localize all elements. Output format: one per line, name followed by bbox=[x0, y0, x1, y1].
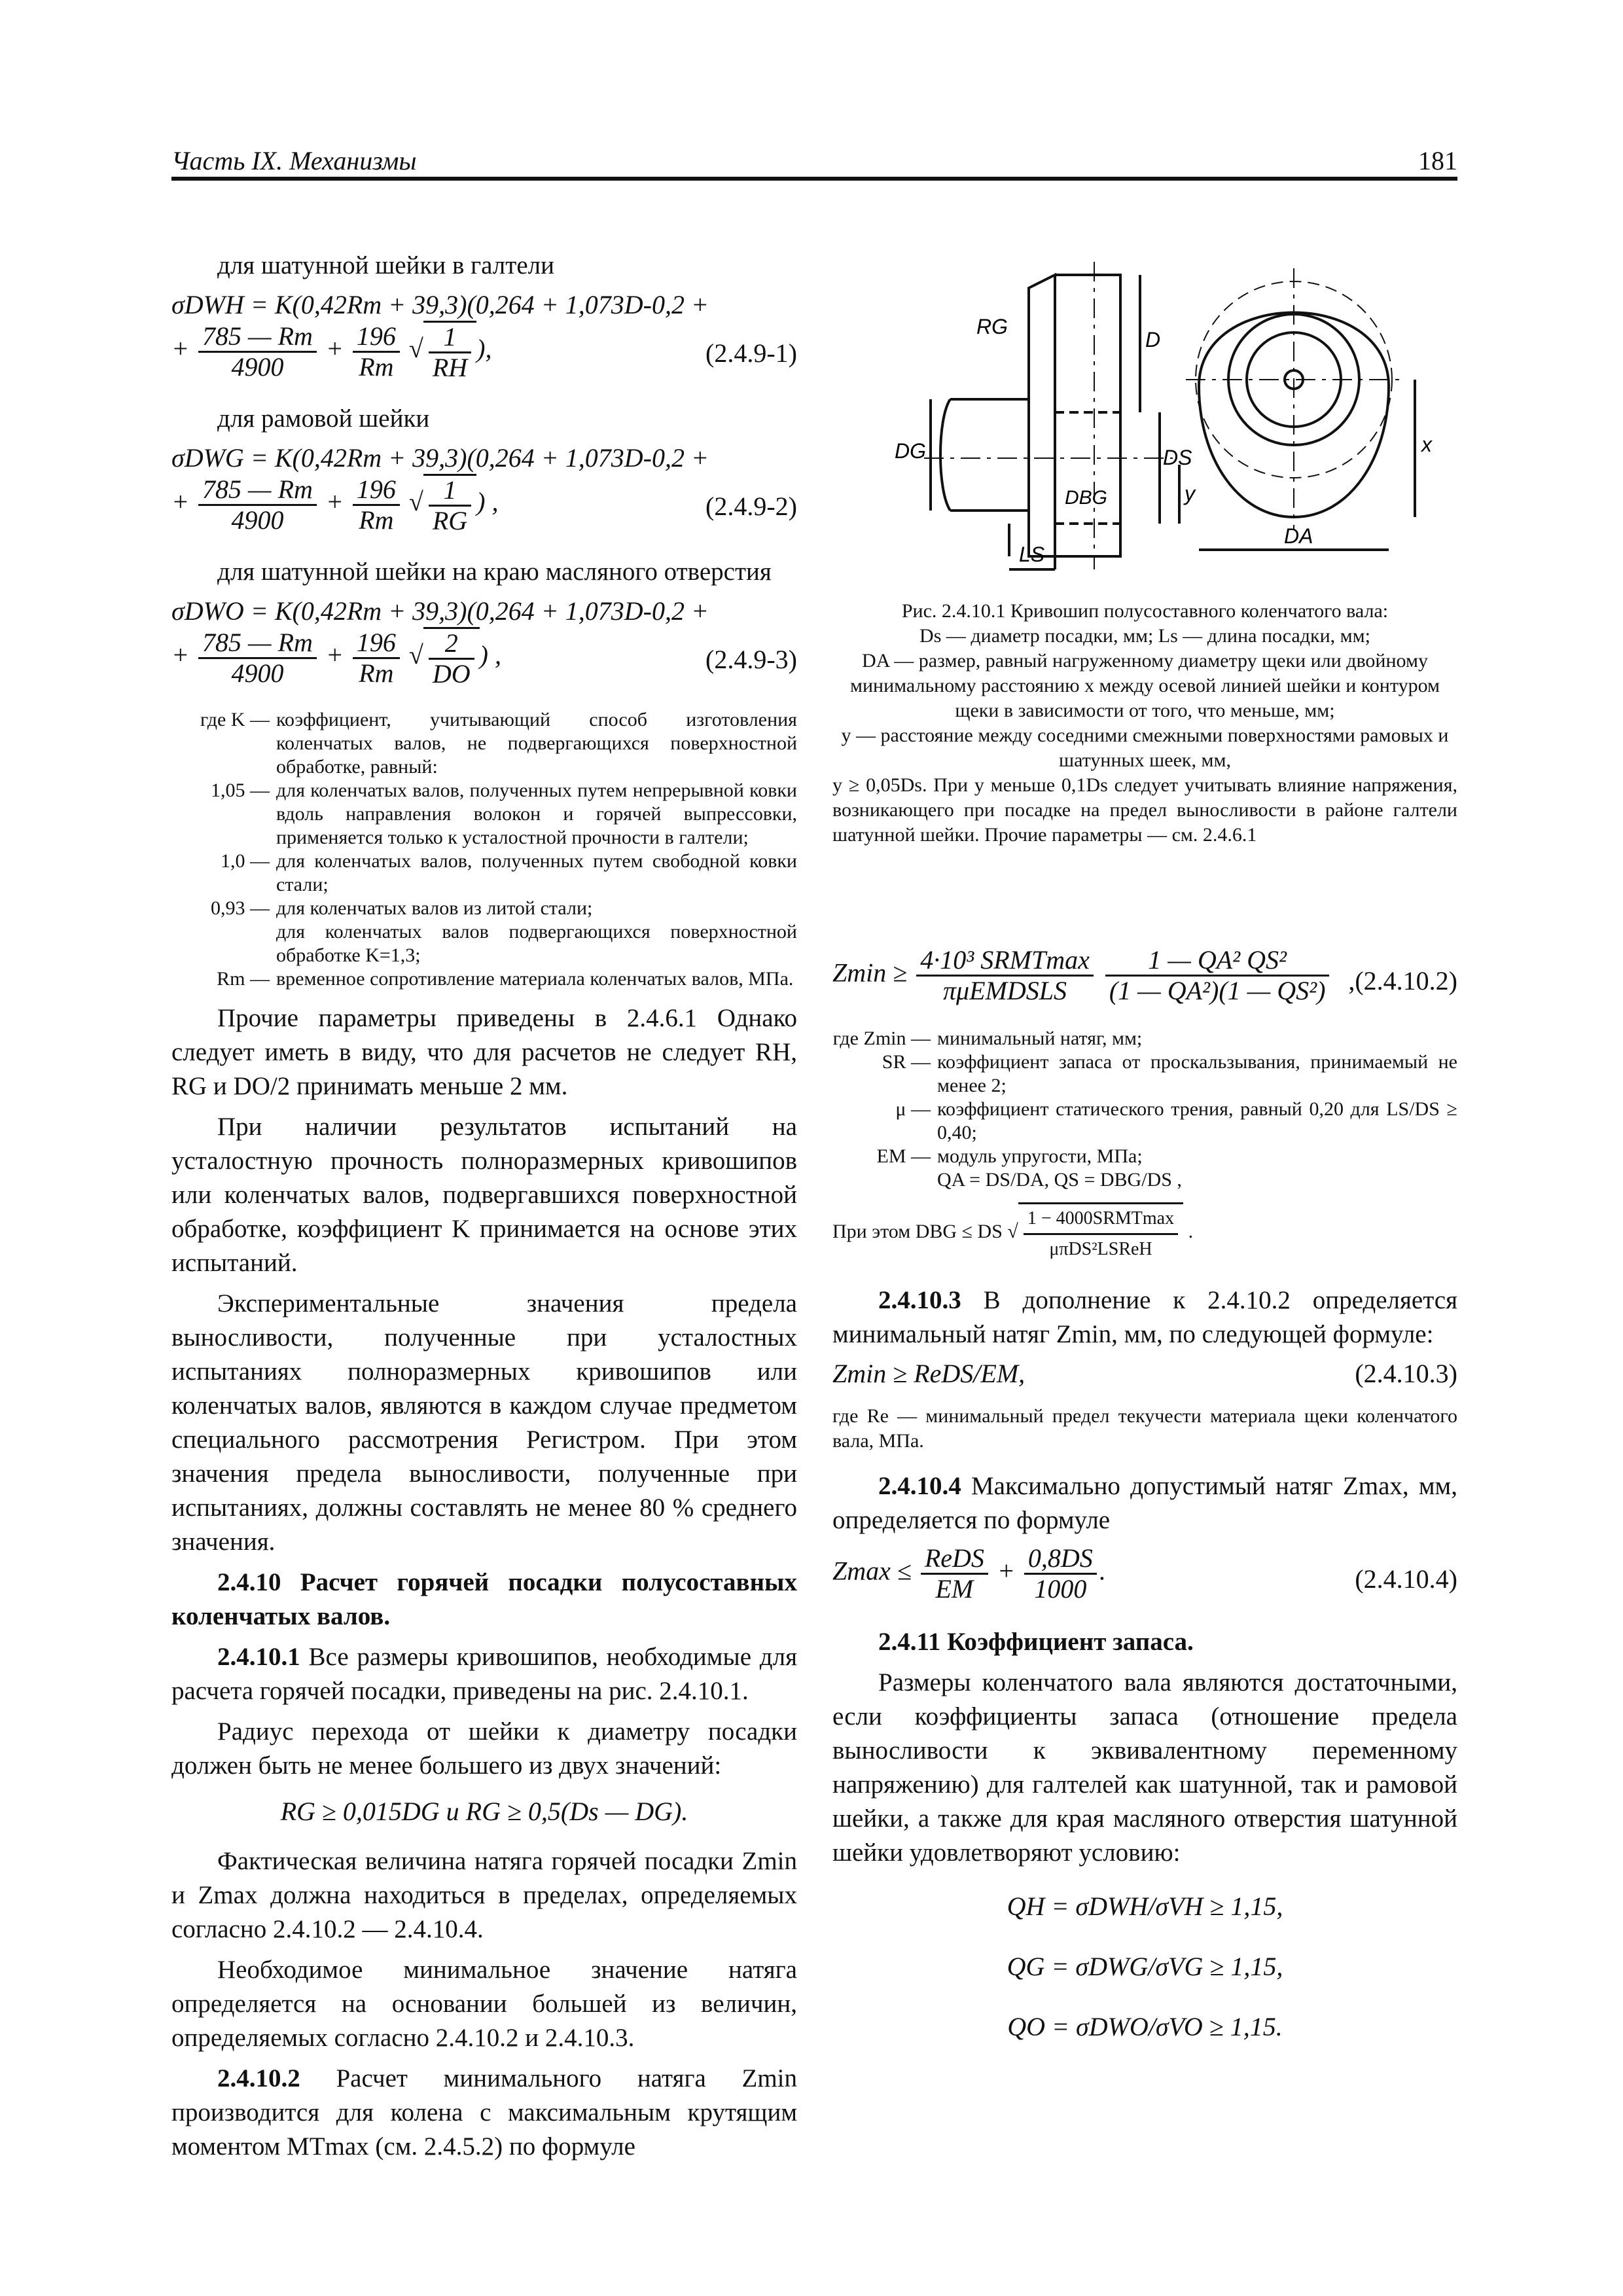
label-main-journal: для рамовой шейки bbox=[217, 404, 430, 433]
eq2-frac-c: $\frac{1}{RG}$ bbox=[429, 476, 471, 535]
eq7-frac-2: $\frac{0,8DS}{1000}$ bbox=[1024, 1544, 1097, 1604]
eq5-number: ,(2.4.10.2) bbox=[1348, 966, 1457, 996]
paragraph-2-4-10-3: 2.4.10.3 В дополнение к 2.4.10.2 определяется минимальный натяг Zmin, мм, по следующей формуле: bbox=[832, 1286, 1458, 1348]
legend-re: где Re — минимальный предел текучести материала щеки коленчатого вала, МПа. bbox=[832, 1405, 1457, 1452]
caption-line: Ds — диаметр посадки, мм; Ls — длина посадки, мм; bbox=[919, 625, 1370, 647]
eq3-line1: σDWO = K(0,42Rm + 39,3)(0,264 + 1,073D-0,2 + bbox=[171, 596, 709, 626]
fig-label-ds: DS bbox=[1163, 446, 1192, 469]
paragraph-experimental: Экспериментальные значения предела выносливости, полученные при усталостных испытаниях полноразмерных кривошипов или коленчатых валов, являются в каждом случае предметом специального рассмотрения Регистром. При этом значения предела выносливости, полученные при испытаниях, должны составлять не менее 80 % среднего значения. bbox=[171, 1289, 797, 1556]
equation-2-4-9-2: σDWG = K(0,42Rm + 39,3)(0,264 + 1,073D-0,2 + + $\frac{785 — Rm}{4900}$ + $\frac{196}{Rm}$ √ $\frac{1}{RG}$ ) , (2.4.9-2) bbox=[171, 443, 797, 535]
fig-label-dg: DG bbox=[895, 439, 926, 463]
fig-label-dbg: DBG bbox=[1065, 487, 1108, 509]
running-title: Часть IX. Механизмы bbox=[171, 146, 417, 175]
legend-row: 1,05 — для коленчатых валов, полученных путем непрерывной ковки вдоль направления волокон и горячей выпрессовки, применяется только к усталостной прочности в галтели; bbox=[211, 780, 797, 848]
legend-row: где Zmin — минимальный натяг, мм; bbox=[832, 1028, 1143, 1049]
equation-qg: QG = σDWG/σVG ≥ 1,15, bbox=[1007, 1952, 1283, 1981]
cond-frac: $\frac{\text{1 − 4000SRMTmax}}{\text{μπDS²LSReH}}$ bbox=[1024, 1204, 1178, 1264]
legend-row: где K — коэффициент, учитывающий способ изготовления коленчатых валов, не подвергающихся поверхностной обработке, равный: bbox=[200, 709, 797, 778]
caption-line: y ≥ 0,05Ds. При y меньше 0,1Ds следует учитывать влияние напряжения, возникающего при посадке на предел выносливости в районе галтели шатунной шейки. Прочие параметры — см. 2.4.6.1 bbox=[832, 774, 1457, 846]
legend-row: для коленчатых валов подвергающихся поверхностной обработке K=1,3; bbox=[276, 921, 797, 966]
legend-zmin bbox=[832, 1027, 1457, 1192]
legend-row: Rm — временное сопротивление материала коленчатых валов, МПа. bbox=[217, 968, 794, 990]
caption-title: Рис. 2.4.10.1 Кривошип полусоставного коленчатого вала: bbox=[901, 600, 1389, 622]
fig-label-d: D bbox=[1145, 328, 1161, 351]
right-column bbox=[832, 249, 1457, 2044]
eq7-number: (2.4.10.4) bbox=[1355, 1564, 1457, 1594]
equation-2-4-9-3: σDWO = K(0,42Rm + 39,3)(0,264 + 1,073D-0,2 + + $\frac{785 — Rm}{4900}$ + $\frac{196}{Rm}$ √ $\frac{2}{DO}$ ) , (2.4.9-3) bbox=[171, 596, 797, 689]
fig-label-rg: RG bbox=[976, 315, 1008, 338]
equation-2-4-10-2: Zmin ≥ $\frac{\text{4·10³ SRMTmax}}{\text{πμEMDSLS}}$ $\frac{\text{1 — QA² QS²}}{\text{(1 — QA²)(1 — QS²)}}$ ,(2.4.10.2) bbox=[832, 945, 1457, 1005]
paragraph-2-4-10-4: 2.4.10.4 Максимально допустимый натяг Zmax, мм, определяется по формуле bbox=[832, 1472, 1457, 1534]
equation-qh: QH = σDWH/σVH ≥ 1,15, bbox=[1007, 1892, 1283, 1921]
figure-crank-drawing bbox=[832, 249, 1457, 583]
eq3-frac-c: $\frac{2}{DO}$ bbox=[429, 629, 474, 689]
eq1-number: (2.4.9-1) bbox=[705, 338, 797, 368]
heading-2-4-10: 2.4.10 Расчет горячей посадки полусоставных коленчатых валов. bbox=[171, 1568, 797, 1630]
paragraph-safety-factor: Размеры коленчатого вала являются достаточными, если коэффициенты запаса (отношение предела выносливости к эквивалентному переменному напряжению) для галтелей как шатунной, так и рамовой шейки, а также для края масляного отверстия шатунной шейки удовлетворяют условию: bbox=[832, 1668, 1457, 1867]
fig-label-ls: LS bbox=[1019, 543, 1045, 566]
label-oil-hole: для шатунной шейки на краю масляного отверстия bbox=[217, 558, 772, 586]
eq1-frac-b: $\frac{196}{Rm}$ bbox=[353, 322, 400, 382]
caption-line: y — расстояние между соседними смежными поверхностями рамовых и шатунных шеек, мм, bbox=[841, 725, 1449, 771]
legend-row: 0,93 — для коленчатых валов из литой стали; bbox=[211, 897, 593, 919]
eq1-line1: σDWH = K(0,42Rm + 39,3)(0,264 + 1,073D-0,2 + bbox=[171, 290, 709, 319]
legend-row: μ — коэффициент статического трения, равный 0,20 для LS/DS ≥ 0,40; bbox=[895, 1098, 1457, 1143]
fig-label-y: y bbox=[1185, 482, 1195, 505]
heading-2-4-11: 2.4.11 Коэффициент запаса. bbox=[878, 1628, 1194, 1656]
eq5-frac-1: $\frac{\text{4·10³ SRMTmax}}{\text{πμEMDSLS}}$ bbox=[916, 946, 1094, 1005]
paragraph-radius: Радиус перехода от шейки к диаметру посадки должен быть не менее большего из двух значений: bbox=[171, 1717, 797, 1780]
equation-qo: QO = σDWO/σVO ≥ 1,15. bbox=[1007, 2012, 1283, 2041]
paragraph-min-interference: Необходимое минимальное значение натяга определяется на основании большей из величин, определяемых согласно 2.4.10.2 и 2.4.10.3. bbox=[171, 1956, 797, 2052]
legend-k bbox=[171, 708, 797, 991]
fig-label-da: DA bbox=[1284, 524, 1313, 548]
eq7-frac-1: $\frac{\text{ReDS}}{EM}$ bbox=[921, 1544, 988, 1604]
equation-radius: RG ≥ 0,015DG и RG ≥ 0,5(Ds — DG). bbox=[280, 1797, 688, 1826]
condition-dbg: При этом DBG ≤ DS √ $\frac{\text{1 − 4000SRMTmax}}{\text{μπDS²LSReH}}$ . bbox=[832, 1202, 1457, 1264]
legend-row: 1,0 — для коленчатых валов, полученных путем свободной ковки стали; bbox=[221, 850, 797, 895]
eq2-number: (2.4.9-2) bbox=[705, 492, 797, 521]
equation-2-4-9-1: σDWH = K(0,42Rm + 39,3)(0,264 + 1,073D-0,2 + + $\frac{785 — Rm}{4900}$ + $\frac{196}{Rm}$ √ $\frac{1}{RH}$ ), (2.4.9-1) bbox=[171, 290, 797, 382]
eq5-frac-2: $\frac{\text{1 — QA² QS²}}{\text{(1 — QA²)(1 — QS²)}}$ bbox=[1105, 946, 1330, 1005]
legend-row: EM — модуль упругости, МПа; bbox=[876, 1145, 1143, 1167]
paragraph-other-params: Прочие параметры приведены в 2.4.6.1 Однако следует иметь в виду, что для расчетов не следует RH, RG и DO/2 принимать меньше 2 мм. bbox=[171, 1004, 797, 1100]
eq2-line1: σDWG = K(0,42Rm + 39,3)(0,264 + 1,073D-0,2 + bbox=[171, 443, 709, 473]
page-number: 181 bbox=[1418, 146, 1457, 175]
paragraph-2-4-10-1: 2.4.10.1 Все размеры кривошипов, необходимые для расчета горячей посадки, приведены на рис. 2.4.10.1. bbox=[171, 1643, 798, 1705]
left-column bbox=[171, 249, 797, 2170]
figure-caption bbox=[832, 599, 1457, 848]
paragraph-interference: Фактическая величина натяга горячей посадки Zmin и Zmax должна находиться в пределах, определяемых согласно 2.4.10.2 — 2.4.10.4. bbox=[171, 1847, 797, 1943]
eq3-number: (2.4.9-3) bbox=[705, 645, 797, 674]
legend-row: QA = DS/DA, QS = DBG/DS , bbox=[937, 1169, 1182, 1191]
legend-row: SR — коэффициент запаса от проскальзывания, принимаемый не менее 2; bbox=[882, 1051, 1457, 1096]
header-rule bbox=[171, 177, 1457, 181]
eq6-number: (2.4.10.3) bbox=[1355, 1359, 1457, 1388]
fig-label-x: x bbox=[1421, 433, 1432, 456]
equation-2-4-10-3: Zmin ≥ ReDS/EM, (2.4.10.3) bbox=[832, 1359, 1457, 1388]
paragraph-test-results: При наличии результатов испытаний на усталостную прочность полноразмерных кривошипов или коленчатых валов, подвергавшихся поверхностной обработке, коэффициент K принимается на основе этих испытаний. bbox=[171, 1113, 797, 1277]
equation-2-4-10-4: Zmax ≤ $\frac{\text{ReDS}}{EM}$ + $\frac{0,8DS}{1000}$ . (2.4.10.4) bbox=[832, 1543, 1457, 1604]
caption-line: DA — размер, равный нагруженному диаметру щеки или двойному минимальному расстоянию x между осевой линией шейки и контуром щеки в зависимости от того, что меньше, мм; bbox=[850, 650, 1440, 721]
label-crankpin-fillet: для шатунной шейки в галтели bbox=[217, 251, 554, 279]
eq1-frac-c: $\frac{1}{RH}$ bbox=[429, 323, 471, 382]
eq1-frac-a: $\frac{785 — Rm}{4900}$ bbox=[198, 322, 317, 382]
page-header bbox=[171, 145, 1457, 178]
paragraph-2-4-10-2: 2.4.10.2 Расчет минимального натяга Zmin производится для колена с максимальным крутящим моментом MTmax (см. 2.4.5.2) по формуле bbox=[171, 2064, 797, 2161]
